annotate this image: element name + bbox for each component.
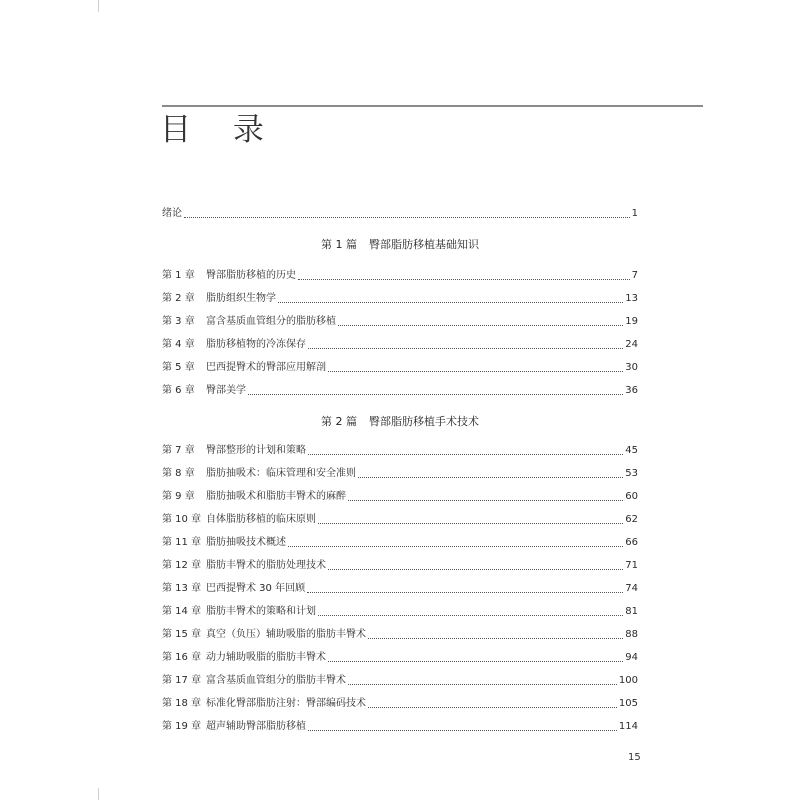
chapter-title: 真空（负压）辅助吸脂的脂肪丰臀术 xyxy=(206,629,366,640)
chapter-title: 富含基质血管组分的脂肪移植 xyxy=(206,316,336,327)
leader-dots xyxy=(318,523,623,524)
toc-entry[interactable] xyxy=(162,382,638,398)
chapter-page: 13 xyxy=(625,293,638,304)
chapter-page: 74 xyxy=(625,583,638,594)
leader-dots xyxy=(248,394,623,395)
part-heading xyxy=(162,414,638,430)
toc-entry[interactable] xyxy=(162,313,638,329)
chapter-number: 第 16 章 xyxy=(162,652,202,663)
chapter-page: 36 xyxy=(625,385,638,396)
toc-entry[interactable] xyxy=(162,534,638,550)
part-heading xyxy=(162,237,638,253)
chapter-number: 第 2 章 xyxy=(162,293,195,304)
part-number: 第 2 篇 xyxy=(321,415,357,428)
leader-dots xyxy=(318,615,623,616)
toc-entry[interactable] xyxy=(162,626,638,642)
chapter-number: 第 8 章 xyxy=(162,468,195,479)
chapter-title: 脂肪抽吸技术概述 xyxy=(206,537,286,548)
toc-entry[interactable] xyxy=(162,511,638,527)
toc-entry[interactable] xyxy=(162,290,638,306)
leader-dots xyxy=(328,661,623,662)
leader-dots xyxy=(328,371,623,372)
title-rule xyxy=(162,105,703,107)
chapter-number: 第 7 章 xyxy=(162,445,195,456)
toc-entry[interactable] xyxy=(162,649,638,665)
toc-entry[interactable] xyxy=(162,557,638,573)
chapter-title: 脂肪移植物的冷冻保存 xyxy=(206,339,306,350)
chapter-number: 第 5 章 xyxy=(162,362,195,373)
leader-dots xyxy=(278,302,623,303)
toc-intro-title: 绪论 xyxy=(162,208,182,219)
chapter-number: 第 10 章 xyxy=(162,514,202,525)
toc-intro-page: 1 xyxy=(631,208,638,219)
chapter-page: 30 xyxy=(625,362,638,373)
chapter-title: 富含基质血管组分的脂肪丰臀术 xyxy=(206,675,346,686)
toc-entry[interactable] xyxy=(162,442,638,458)
leader-dots xyxy=(348,500,623,501)
chapter-title: 脂肪丰臀术的策略和计划 xyxy=(206,606,316,617)
chapter-page: 88 xyxy=(625,629,638,640)
chapter-number: 第 18 章 xyxy=(162,698,202,709)
chapter-title: 臀部美学 xyxy=(206,385,246,396)
chapter-title: 臀部脂肪移植的历史 xyxy=(206,270,296,281)
chapter-page: 24 xyxy=(625,339,638,350)
toc-entry[interactable] xyxy=(162,672,638,688)
crop-mark-bottom xyxy=(98,788,99,800)
chapter-page: 100 xyxy=(618,675,638,686)
crop-mark-top xyxy=(98,0,99,12)
page-title: 目 录 xyxy=(160,112,280,148)
chapter-title: 脂肪抽吸术：临床管理和安全准则 xyxy=(206,468,356,479)
chapter-number: 第 4 章 xyxy=(162,339,195,350)
toc-entry[interactable] xyxy=(162,488,638,504)
chapter-title: 超声辅助臀部脂肪移植 xyxy=(206,721,306,732)
chapter-number: 第 9 章 xyxy=(162,491,195,502)
chapter-page: 94 xyxy=(625,652,638,663)
part-title: 臀部脂肪移植手术技术 xyxy=(369,415,479,428)
toc-entry[interactable] xyxy=(162,718,638,734)
chapter-number: 第 6 章 xyxy=(162,385,195,396)
page-number: 15 xyxy=(628,752,641,763)
chapter-page: 7 xyxy=(631,270,638,281)
leader-dots xyxy=(184,217,630,218)
leader-dots xyxy=(308,454,623,455)
chapter-title: 脂肪抽吸术和脂肪丰臀术的麻醉 xyxy=(206,491,346,502)
chapter-page: 71 xyxy=(625,560,638,571)
part-title: 臀部脂肪移植基础知识 xyxy=(369,238,479,251)
toc-entry[interactable] xyxy=(162,465,638,481)
chapter-page: 66 xyxy=(625,537,638,548)
leader-dots xyxy=(288,546,623,547)
chapter-number: 第 15 章 xyxy=(162,629,202,640)
chapter-page: 53 xyxy=(625,468,638,479)
chapter-page: 60 xyxy=(625,491,638,502)
chapter-title: 标准化臀部脂肪注射：臀部编码技术 xyxy=(206,698,366,709)
chapter-title: 臀部整形的计划和策略 xyxy=(206,445,306,456)
leader-dots xyxy=(298,279,630,280)
leader-dots xyxy=(338,325,623,326)
chapter-page: 45 xyxy=(625,445,638,456)
chapter-title: 巴西提臀术 30 年回顾 xyxy=(206,583,306,594)
chapter-title: 动力辅助吸脂的脂肪丰臀术 xyxy=(206,652,326,663)
chapter-number: 第 17 章 xyxy=(162,675,202,686)
chapter-number: 第 11 章 xyxy=(162,537,202,548)
leader-dots xyxy=(368,707,617,708)
toc-entry[interactable] xyxy=(162,695,638,711)
chapter-number: 第 3 章 xyxy=(162,316,195,327)
toc-entry[interactable] xyxy=(162,580,638,596)
chapter-number: 第 12 章 xyxy=(162,560,202,571)
chapter-number: 第 1 章 xyxy=(162,270,195,281)
chapter-page: 114 xyxy=(618,721,638,732)
chapter-page: 62 xyxy=(625,514,638,525)
chapter-title: 自体脂肪移植的临床原则 xyxy=(206,514,316,525)
chapter-page: 81 xyxy=(625,606,638,617)
leader-dots xyxy=(308,348,623,349)
chapter-title: 脂肪组织生物学 xyxy=(206,293,276,304)
leader-dots xyxy=(328,569,623,570)
chapter-page: 19 xyxy=(625,316,638,327)
toc-intro[interactable] xyxy=(162,205,638,221)
part-number: 第 1 篇 xyxy=(321,238,357,251)
chapter-number: 第 19 章 xyxy=(162,721,202,732)
leader-dots xyxy=(348,684,617,685)
toc-entry[interactable] xyxy=(162,603,638,619)
leader-dots xyxy=(358,477,623,478)
chapter-title: 巴西提臀术的臀部应用解剖 xyxy=(206,362,326,373)
leader-dots xyxy=(307,592,623,593)
toc-entry[interactable] xyxy=(162,359,638,375)
toc-entry[interactable] xyxy=(162,336,638,352)
chapter-number: 第 14 章 xyxy=(162,606,202,617)
chapter-number: 第 13 章 xyxy=(162,583,202,594)
toc-entry[interactable] xyxy=(162,267,638,283)
chapter-page: 105 xyxy=(618,698,638,709)
chapter-title: 脂肪丰臀术的脂肪处理技术 xyxy=(206,560,326,571)
leader-dots xyxy=(308,730,617,731)
leader-dots xyxy=(368,638,623,639)
